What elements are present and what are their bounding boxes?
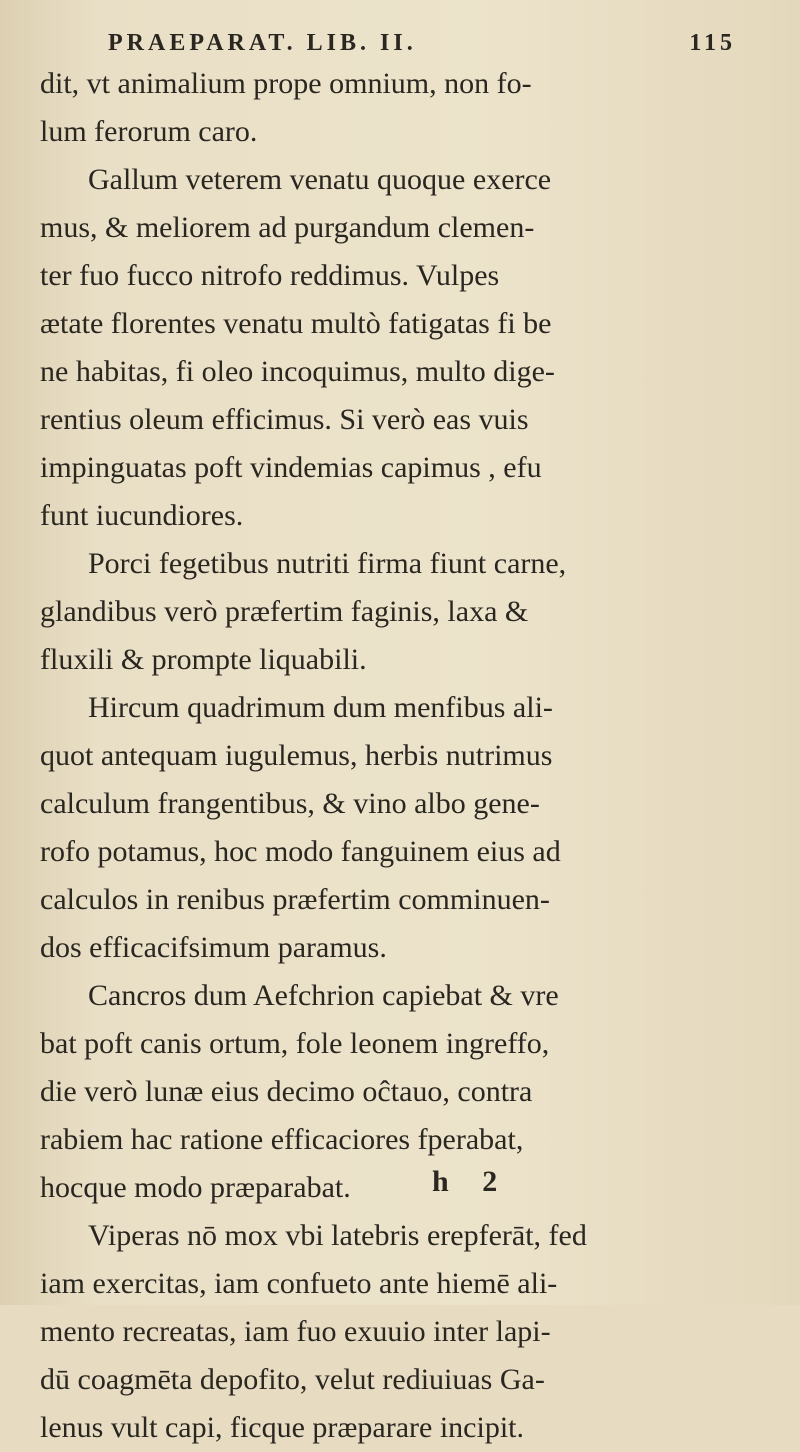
text-line: dos efficacifsimum paramus.	[40, 931, 387, 964]
text-line: rofo potamus, hoc modo fanguinem eius ad	[40, 835, 561, 868]
text-line: calculos in renibus præfertim comminuen-	[40, 883, 550, 916]
text-line: Hircum quadrimum dum menfibus ali-	[88, 691, 553, 724]
text-line: calculum frangentibus, & vino albo gene-	[40, 787, 540, 820]
text-line: quot antequam iugulemus, herbis nutrimus	[40, 739, 553, 772]
text-line: ter fuo fucco nitrofo reddimus. Vulpes	[40, 259, 500, 292]
text-line: iam exercitas, iam confueto ante hiemē ali-	[40, 1267, 558, 1300]
text-line: lenus vult capi, ficque præparare incipit.	[40, 1411, 524, 1444]
text-line: Viperas nō mox vbi latebris erepferāt, fed	[88, 1219, 587, 1252]
text-line: Porci fegetibus nutriti firma fiunt carne,	[88, 547, 567, 580]
text-line: rentius oleum efficimus. Si verò eas vuis	[40, 403, 529, 436]
text-line: bat poft canis ortum, fole leonem ingreffo,	[40, 1027, 550, 1060]
text-line: Cancros dum Aefchrion capiebat & vre	[88, 979, 559, 1012]
text-line: ne habitas, fi oleo incoquimus, multo dige-	[40, 355, 555, 388]
text-line: lum ferorum caro.	[40, 115, 258, 148]
text-line: dit, vt animalium prope omnium, non fo-	[40, 67, 532, 100]
text-line: dū coagmēta depofito, velut rediuiuas Ga-	[40, 1363, 545, 1396]
signature-mark	[432, 1165, 523, 1199]
text-line: mus, & meliorem ad purgandum clemen-	[40, 211, 535, 244]
text-line: glandibus verò præfertim faginis, laxa &	[40, 595, 529, 628]
signature-number: 2	[482, 1165, 498, 1198]
running-title: PRAEPARAT. LIB. II.	[108, 30, 417, 56]
text-line: Gallum veterem venatu quoque exerce	[88, 163, 552, 196]
text-line: rabiem hac ratione efficaciores fperabat,	[40, 1123, 524, 1156]
signature-letter: h	[432, 1165, 449, 1198]
text-line: fluxili & prompte liquabili.	[40, 643, 367, 676]
text-line: hocque modo præparabat.	[40, 1171, 351, 1204]
text-line: die verò lunæ eius decimo oĉtauo, contra	[40, 1075, 533, 1108]
page-number: 115	[689, 30, 736, 56]
body-text	[40, 60, 730, 1452]
text-line: impinguatas poft vindemias capimus , efu	[40, 451, 542, 484]
text-line: mento recreatas, iam fuo exuuio inter lapi-	[40, 1315, 551, 1348]
text-line: funt iucundiores.	[40, 499, 244, 532]
text-line: ætate florentes venatu multò fatigatas fi be	[40, 307, 552, 340]
